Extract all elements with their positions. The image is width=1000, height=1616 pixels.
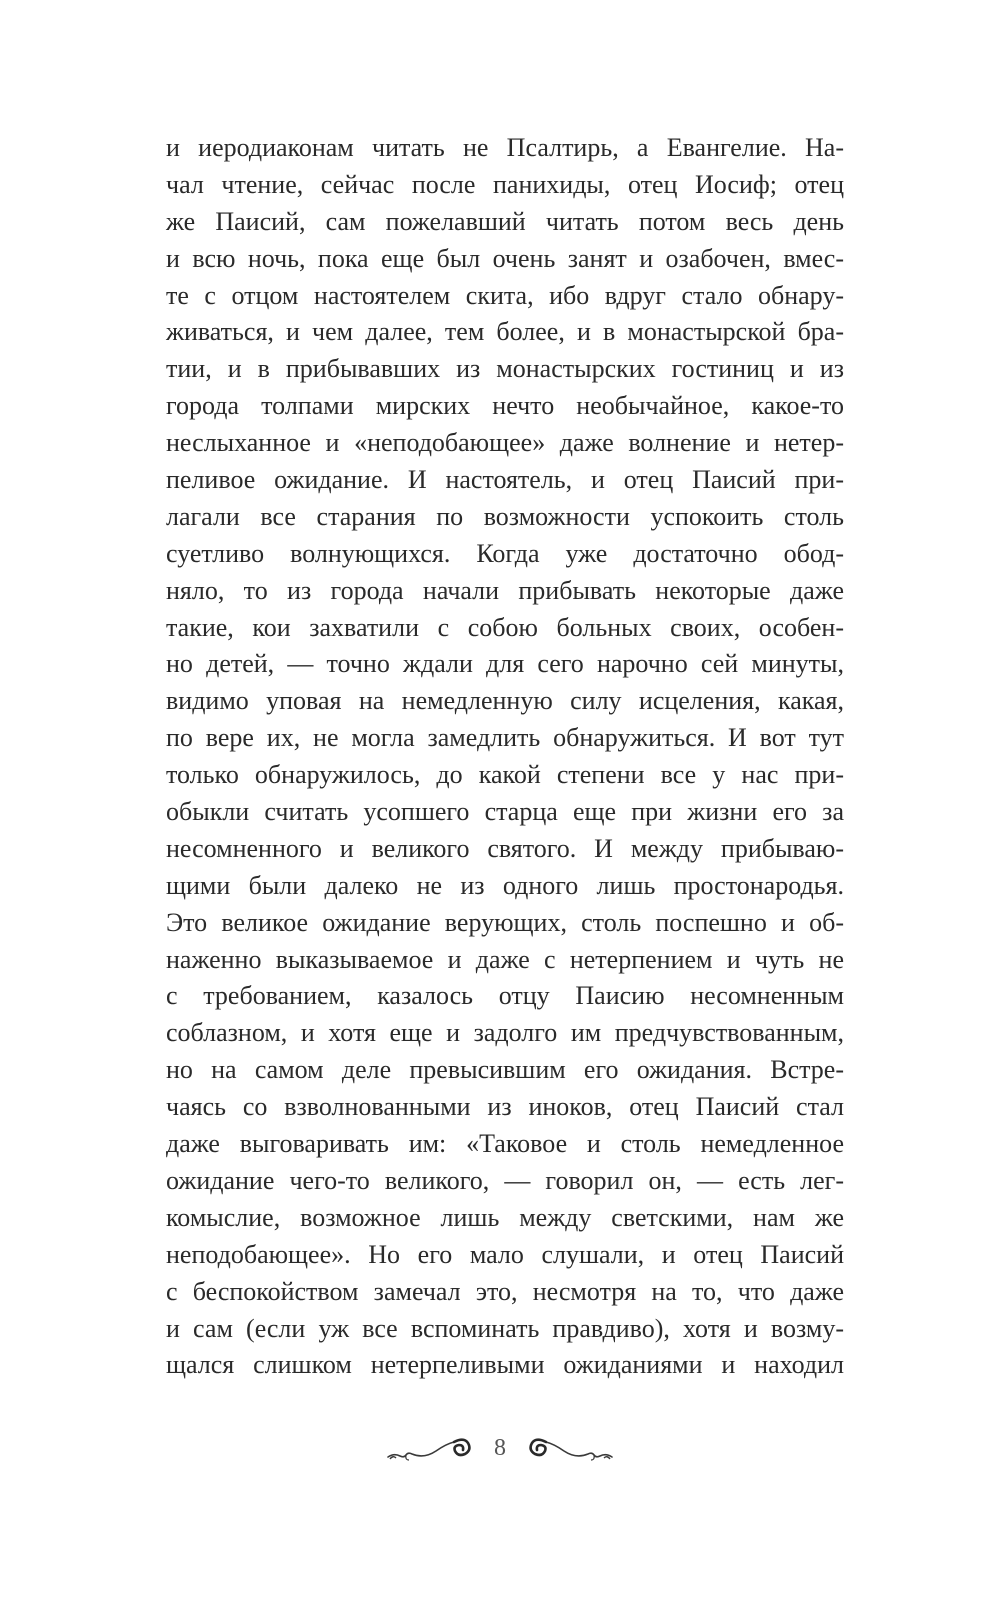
text-line: города толпами мирских нечто необычайное, какое-то [166,391,844,421]
page-number: 8 [494,1435,506,1461]
text-line: чаясь со взволнованными из иноков, отец Паисий стал [166,1092,844,1122]
text-line: видимо уповая на немедленную силу исцеления, какая, [166,686,844,716]
text-line: живаться, и чем далее, тем более, и в монастырской бра- [166,317,844,347]
page-footer [0,1428,1000,1468]
text-line: щался слишком нетерпеливыми ожиданиями и находил [166,1350,844,1380]
text-line: щими были далеко не из одного лишь простонародья. [166,870,844,900]
flourish-left-icon [384,1433,474,1463]
text-line: такие, кои захватили с собою больных своих, особен- [166,612,844,642]
text-line: и сам (если уж все вспоминать правдиво), хотя и возму- [166,1313,844,1343]
text-line: же Паисий, сам пожелавший читать потом весь день [166,206,844,236]
text-line: с требованием, казалось отцу Паисию несомненным [166,981,844,1011]
text-line: Это великое ожидание верующих, столь поспешно и об- [166,907,844,937]
text-line: пеливое ожидание. И настоятель, и отец Паисий при- [166,465,844,495]
text-line: няло, то из города начали прибывать некоторые даже [166,575,844,605]
text-line: лагали все старания по возможности успокоить столь [166,501,844,531]
body-text [166,130,844,1384]
text-line: чал чтение, сейчас после панихиды, отец Иосиф; отец [166,169,844,199]
text-line: неподобающее». Но его мало слушали, и отец Паисий [166,1239,844,1269]
text-line: суетливо волнующихся. Когда уже достаточно обод- [166,538,844,568]
text-line: тии, и в прибывавших из монастырских гостиниц и из [166,354,844,384]
text-line: но детей, — точно ждали для сего нарочно сей минуты, [166,649,844,679]
text-line: только обнаружилось, до какой степени все у нас при- [166,760,844,790]
text-line: по вере их, не могла замедлить обнаружиться. И вот тут [166,723,844,753]
text-line: комыслие, возможное лишь между светскими, нам же [166,1202,844,1232]
text-line: и иеродиаконам читать не Псалтирь, а Евангелие. На- [166,133,844,162]
text-line: но на самом деле превысившим его ожидания. Встре- [166,1055,844,1085]
text-line: ожидание чего-то великого, — говорил он, — есть лег- [166,1165,844,1195]
text-line: неслыханное и «неподобающее» даже волнение и нетер- [166,428,844,458]
text-line: даже выговаривать им: «Таковое и столь немедленное [166,1129,844,1159]
text-line: обыкли считать усопшего старца еще при жизни его за [166,797,844,827]
flourish-right-icon [526,1433,616,1463]
text-line: и всю ночь, пока еще был очень занят и озабочен, вмес- [166,243,844,273]
text-line: наженно выказываемое и даже с нетерпением и чуть не [166,944,844,974]
text-line: те с отцом настоятелем скита, ибо вдруг стало обнару- [166,280,844,310]
text-line: с беспокойством замечал это, несмотря на то, что даже [166,1276,844,1306]
text-line: несомненного и великого святого. И между прибываю- [166,833,844,863]
text-line: соблазном, и хотя еще и задолго им предчувствованным, [166,1018,844,1048]
